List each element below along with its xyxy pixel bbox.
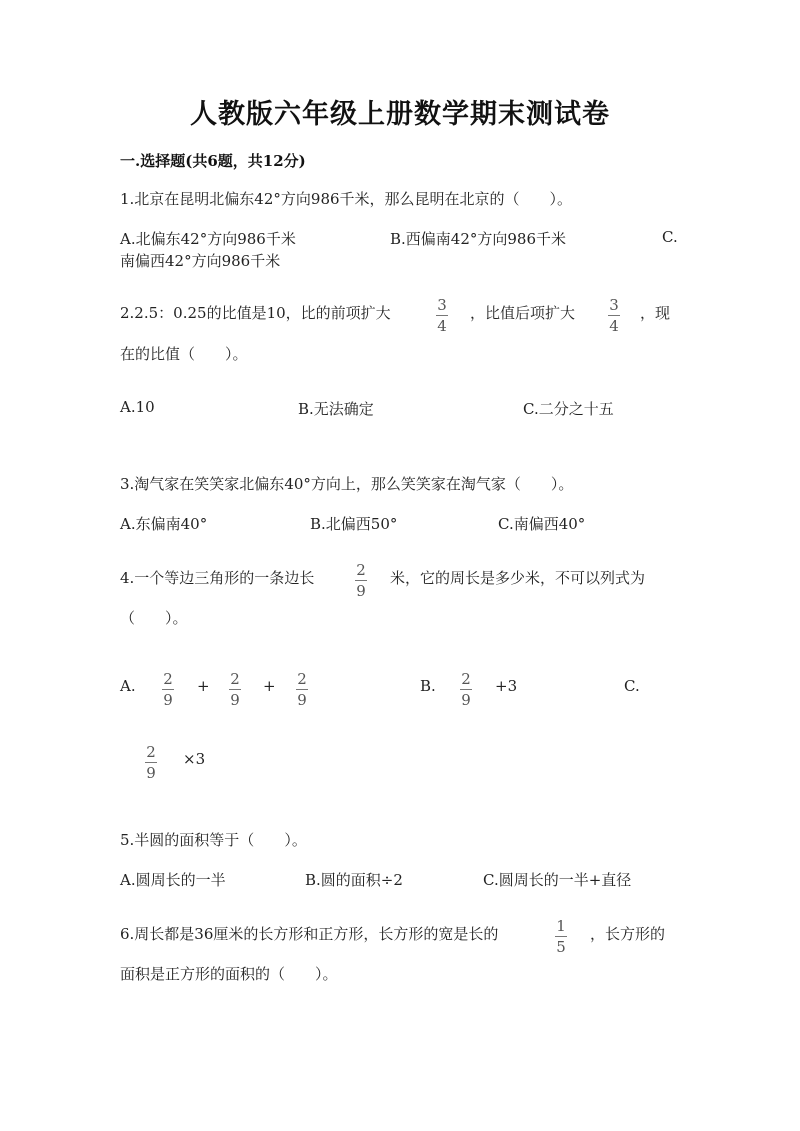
- question-2-fraction-1: [434, 297, 450, 334]
- fraction-bar: [460, 689, 472, 690]
- fraction-denominator: 9: [163, 691, 173, 709]
- question-1-option-c-label[interactable]: C.: [662, 228, 678, 246]
- question-5-option-b[interactable]: B.圆的面积÷2: [305, 871, 403, 889]
- fraction-bar: [229, 689, 241, 690]
- question-6-stem-line2: 面积是正方形的面积的（ ）。: [120, 965, 338, 983]
- question-3-option-a[interactable]: A.东偏南40°: [120, 515, 208, 533]
- question-1-stem: 1.北京在昆明北偏东42°方向986千米，那么昆明在北京的（ ）。: [120, 190, 573, 208]
- question-5-option-a[interactable]: A.圆周长的一半: [120, 871, 226, 889]
- question-4-option-b-suffix: +3: [495, 677, 518, 695]
- question-4-option-b-label[interactable]: B.: [420, 677, 436, 695]
- fraction-bar: [555, 936, 567, 937]
- question-6-stem-part2: ，长方形的: [590, 925, 666, 943]
- fraction-bar: [608, 315, 620, 316]
- fraction-denominator: 4: [609, 317, 619, 335]
- question-4-option-a-label[interactable]: A.: [120, 677, 136, 695]
- fraction-numerator: 1: [556, 917, 566, 935]
- question-5-option-c[interactable]: C.圆周长的一半+直径: [483, 871, 632, 889]
- question-5-stem: 5.半圆的面积等于（ ）。: [120, 831, 307, 849]
- question-3-stem: 3.淘气家在笑笑家北偏东40°方向上，那么笑笑家在淘气家（ ）。: [120, 475, 574, 493]
- question-4-stem-line2: （ ）。: [120, 609, 188, 627]
- fraction-numerator: 2: [163, 670, 173, 688]
- question-6-stem-part1: 6.周长都是36厘米的长方形和正方形，长方形的宽是长的: [120, 925, 499, 943]
- question-1-option-b[interactable]: B.西偏南42°方向986千米: [390, 230, 567, 248]
- fraction-bar: [296, 689, 308, 690]
- question-2-option-b[interactable]: B.无法确定: [298, 400, 374, 418]
- question-4-option-c-fraction: [143, 744, 159, 781]
- question-4-option-c-label[interactable]: C.: [624, 677, 640, 695]
- question-2-stem-part3: ，现: [640, 304, 671, 322]
- question-2-option-a[interactable]: A.10: [120, 398, 155, 416]
- question-2-fraction-2: [606, 297, 622, 334]
- fraction-denominator: 9: [356, 582, 366, 600]
- question-4-option-a-fraction-1: [160, 671, 176, 708]
- section-heading: 一.选择题(共6题，共12分): [120, 152, 306, 170]
- question-3-option-c[interactable]: C.南偏西40°: [498, 515, 586, 533]
- question-2-stem-part2: ，比值后项扩大: [470, 304, 576, 322]
- fraction-numerator: 3: [437, 296, 447, 314]
- question-4-stem-part1: 4.一个等边三角形的一条边长: [120, 569, 315, 587]
- question-2-stem-line2: 在的比值（ ）。: [120, 345, 248, 363]
- question-2-stem-part1: 2.2.5：0.25的比值是10，比的前项扩大: [120, 304, 391, 322]
- fraction-denominator: 4: [437, 317, 447, 335]
- question-2-option-c[interactable]: C.二分之十五: [523, 400, 614, 418]
- fraction-numerator: 2: [461, 670, 471, 688]
- fraction-denominator: 9: [146, 764, 156, 782]
- question-1-option-c-text[interactable]: 南偏西42°方向986千米: [120, 252, 281, 270]
- fraction-numerator: 2: [146, 743, 156, 761]
- question-4-stem-part2: 米，它的周长是多少米，不可以列式为: [390, 569, 646, 587]
- fraction-denominator: 9: [297, 691, 307, 709]
- question-4-option-c-suffix: ×3: [183, 750, 206, 768]
- page-title: 人教版六年级上册数学期末测试卷: [190, 99, 610, 130]
- fraction-denominator: 5: [556, 938, 566, 956]
- fraction-bar: [355, 580, 367, 581]
- fraction-denominator: 9: [230, 691, 240, 709]
- question-4-option-a-plus-1: +: [197, 677, 210, 695]
- fraction-denominator: 9: [461, 691, 471, 709]
- fraction-bar: [145, 762, 157, 763]
- question-4-fraction: [353, 562, 369, 599]
- question-4-option-a-plus-2: +: [263, 677, 276, 695]
- question-6-fraction: [553, 918, 569, 955]
- fraction-numerator: 3: [609, 296, 619, 314]
- fraction-numerator: 2: [297, 670, 307, 688]
- fraction-bar: [436, 315, 448, 316]
- fraction-numerator: 2: [230, 670, 240, 688]
- question-4-option-b-fraction: [458, 671, 474, 708]
- question-4-option-a-fraction-2: [227, 671, 243, 708]
- fraction-bar: [162, 689, 174, 690]
- fraction-numerator: 2: [356, 561, 366, 579]
- question-1-option-a[interactable]: A.北偏东42°方向986千米: [120, 230, 296, 248]
- question-3-option-b[interactable]: B.北偏西50°: [310, 515, 398, 533]
- question-4-option-a-fraction-3: [294, 671, 310, 708]
